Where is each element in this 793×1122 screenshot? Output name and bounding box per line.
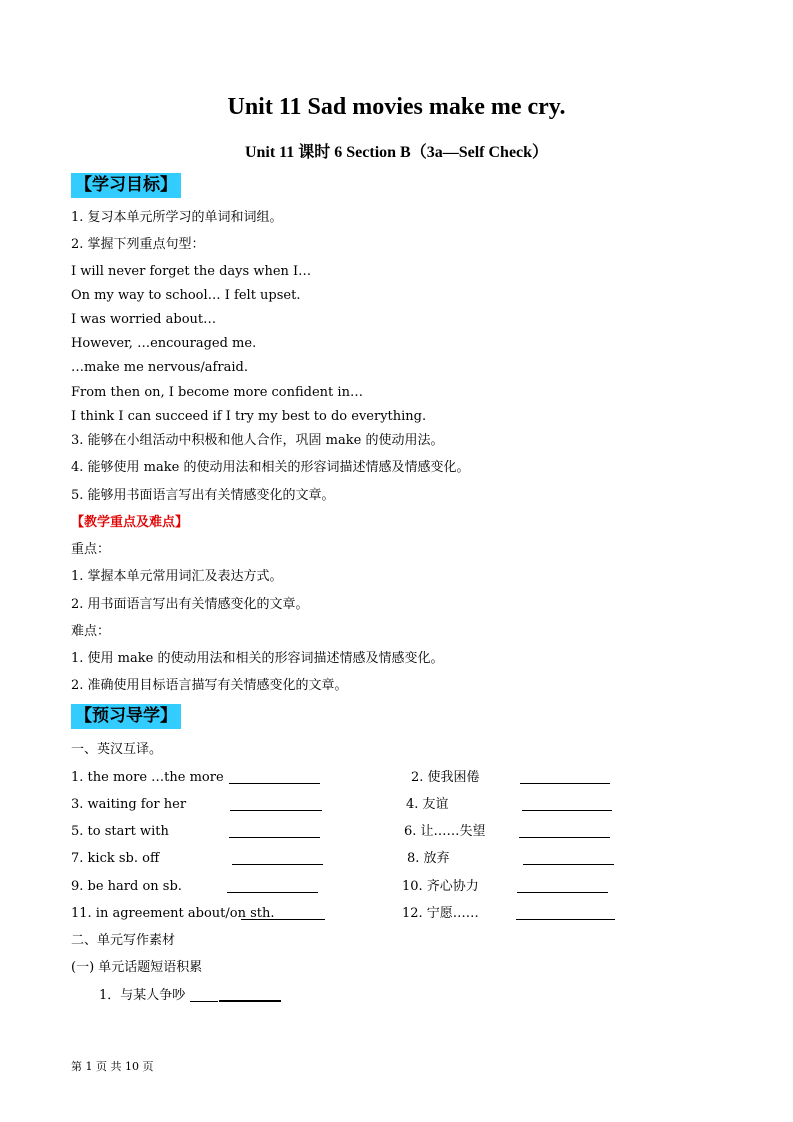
keypoints-heading: 【教学重点及难点】 [71, 515, 189, 530]
answer-blank[interactable] [522, 810, 612, 811]
focus-item: 2. 用书面语言写出有关情感变化的文章。 [71, 597, 309, 612]
translate-item: 5. to start with [71, 824, 169, 839]
answer-blank[interactable] [229, 837, 320, 838]
translate-item: 8. 放弃 [407, 851, 450, 866]
objective-line: 1. 复习本单元所学习的单词和词组。 [71, 210, 283, 225]
translate-item: 9. be hard on sb. [71, 879, 182, 894]
answer-blank[interactable] [520, 783, 610, 784]
objective-line: 5. 能够用书面语言写出有关情感变化的文章。 [71, 488, 335, 503]
answer-blank[interactable] [219, 1000, 281, 1002]
part2-label: 二、单元写作素材 [71, 933, 176, 948]
translate-item: 1. the more …the more [71, 770, 224, 785]
page-title: Unit 11 Sad movies make me cry. [227, 94, 566, 120]
translate-item: 3. waiting for her [71, 797, 187, 812]
translate-item: 7. kick sb. off [71, 851, 160, 866]
objective-line: …make me nervous/afraid. [71, 360, 248, 375]
difficulty-item: 2. 准确使用目标语言描写有关情感变化的文章。 [71, 678, 348, 693]
difficulty-item: 1. 使用 make 的使动用法和相关的形容词描述情感及情感变化。 [71, 651, 444, 666]
objective-line: I think I can succeed if I try my best to do everything. [71, 409, 427, 424]
answer-blank[interactable] [229, 783, 320, 784]
translate-item: 10. 齐心协力 [402, 879, 479, 894]
answer-blank[interactable] [517, 892, 608, 893]
part1-label: 一、英汉互译。 [71, 742, 163, 757]
objective-line: 3. 能够在小组活动中积极和他人合作，巩固 make 的使动用法。 [71, 433, 444, 448]
translate-item: 2. 使我困倦 [411, 770, 480, 785]
objective-line: However, …encouraged me. [71, 336, 257, 351]
difficulty-label: 难点： [71, 624, 111, 639]
page-subtitle: Unit 11 课时 6 Section B（3a—Self Check） [244, 144, 549, 161]
translate-item: 11. in agreement about/on sth. [71, 906, 275, 921]
objective-line: I was worried about… [71, 312, 217, 327]
focus-item: 1. 掌握本单元常用词汇及表达方式。 [71, 569, 283, 584]
answer-blank[interactable] [190, 1001, 218, 1002]
answer-blank[interactable] [232, 864, 323, 865]
objective-line: On my way to school… I felt upset. [71, 288, 301, 303]
preview-heading: 【预习导学】 [71, 704, 181, 729]
translate-item: 6. 让……失望 [404, 824, 486, 839]
answer-blank[interactable] [227, 892, 318, 893]
answer-blank[interactable] [519, 837, 610, 838]
answer-blank[interactable] [230, 810, 322, 811]
objective-line: 4. 能够使用 make 的使动用法和相关的形容词描述情感及情感变化。 [71, 460, 470, 475]
page-footer: 第 1 页 共 10 页 [71, 1060, 154, 1073]
objective-line: From then on, I become more confident in… [71, 385, 363, 400]
answer-blank[interactable] [523, 864, 614, 865]
translate-item: 12. 宁愿…… [402, 906, 479, 921]
objective-line: I will never forget the days when I… [71, 264, 312, 279]
objective-line: 2. 掌握下列重点句型： [71, 237, 205, 252]
answer-blank[interactable] [516, 919, 615, 920]
focus-label: 重点： [71, 542, 111, 557]
phrase-item: 1．与某人争吵 [99, 988, 186, 1003]
answer-blank[interactable] [241, 919, 325, 920]
translate-item: 4. 友谊 [406, 797, 449, 812]
part2-sub-label: (一) 单元话题短语积累 [71, 960, 203, 975]
objectives-heading: 【学习目标】 [71, 173, 181, 198]
